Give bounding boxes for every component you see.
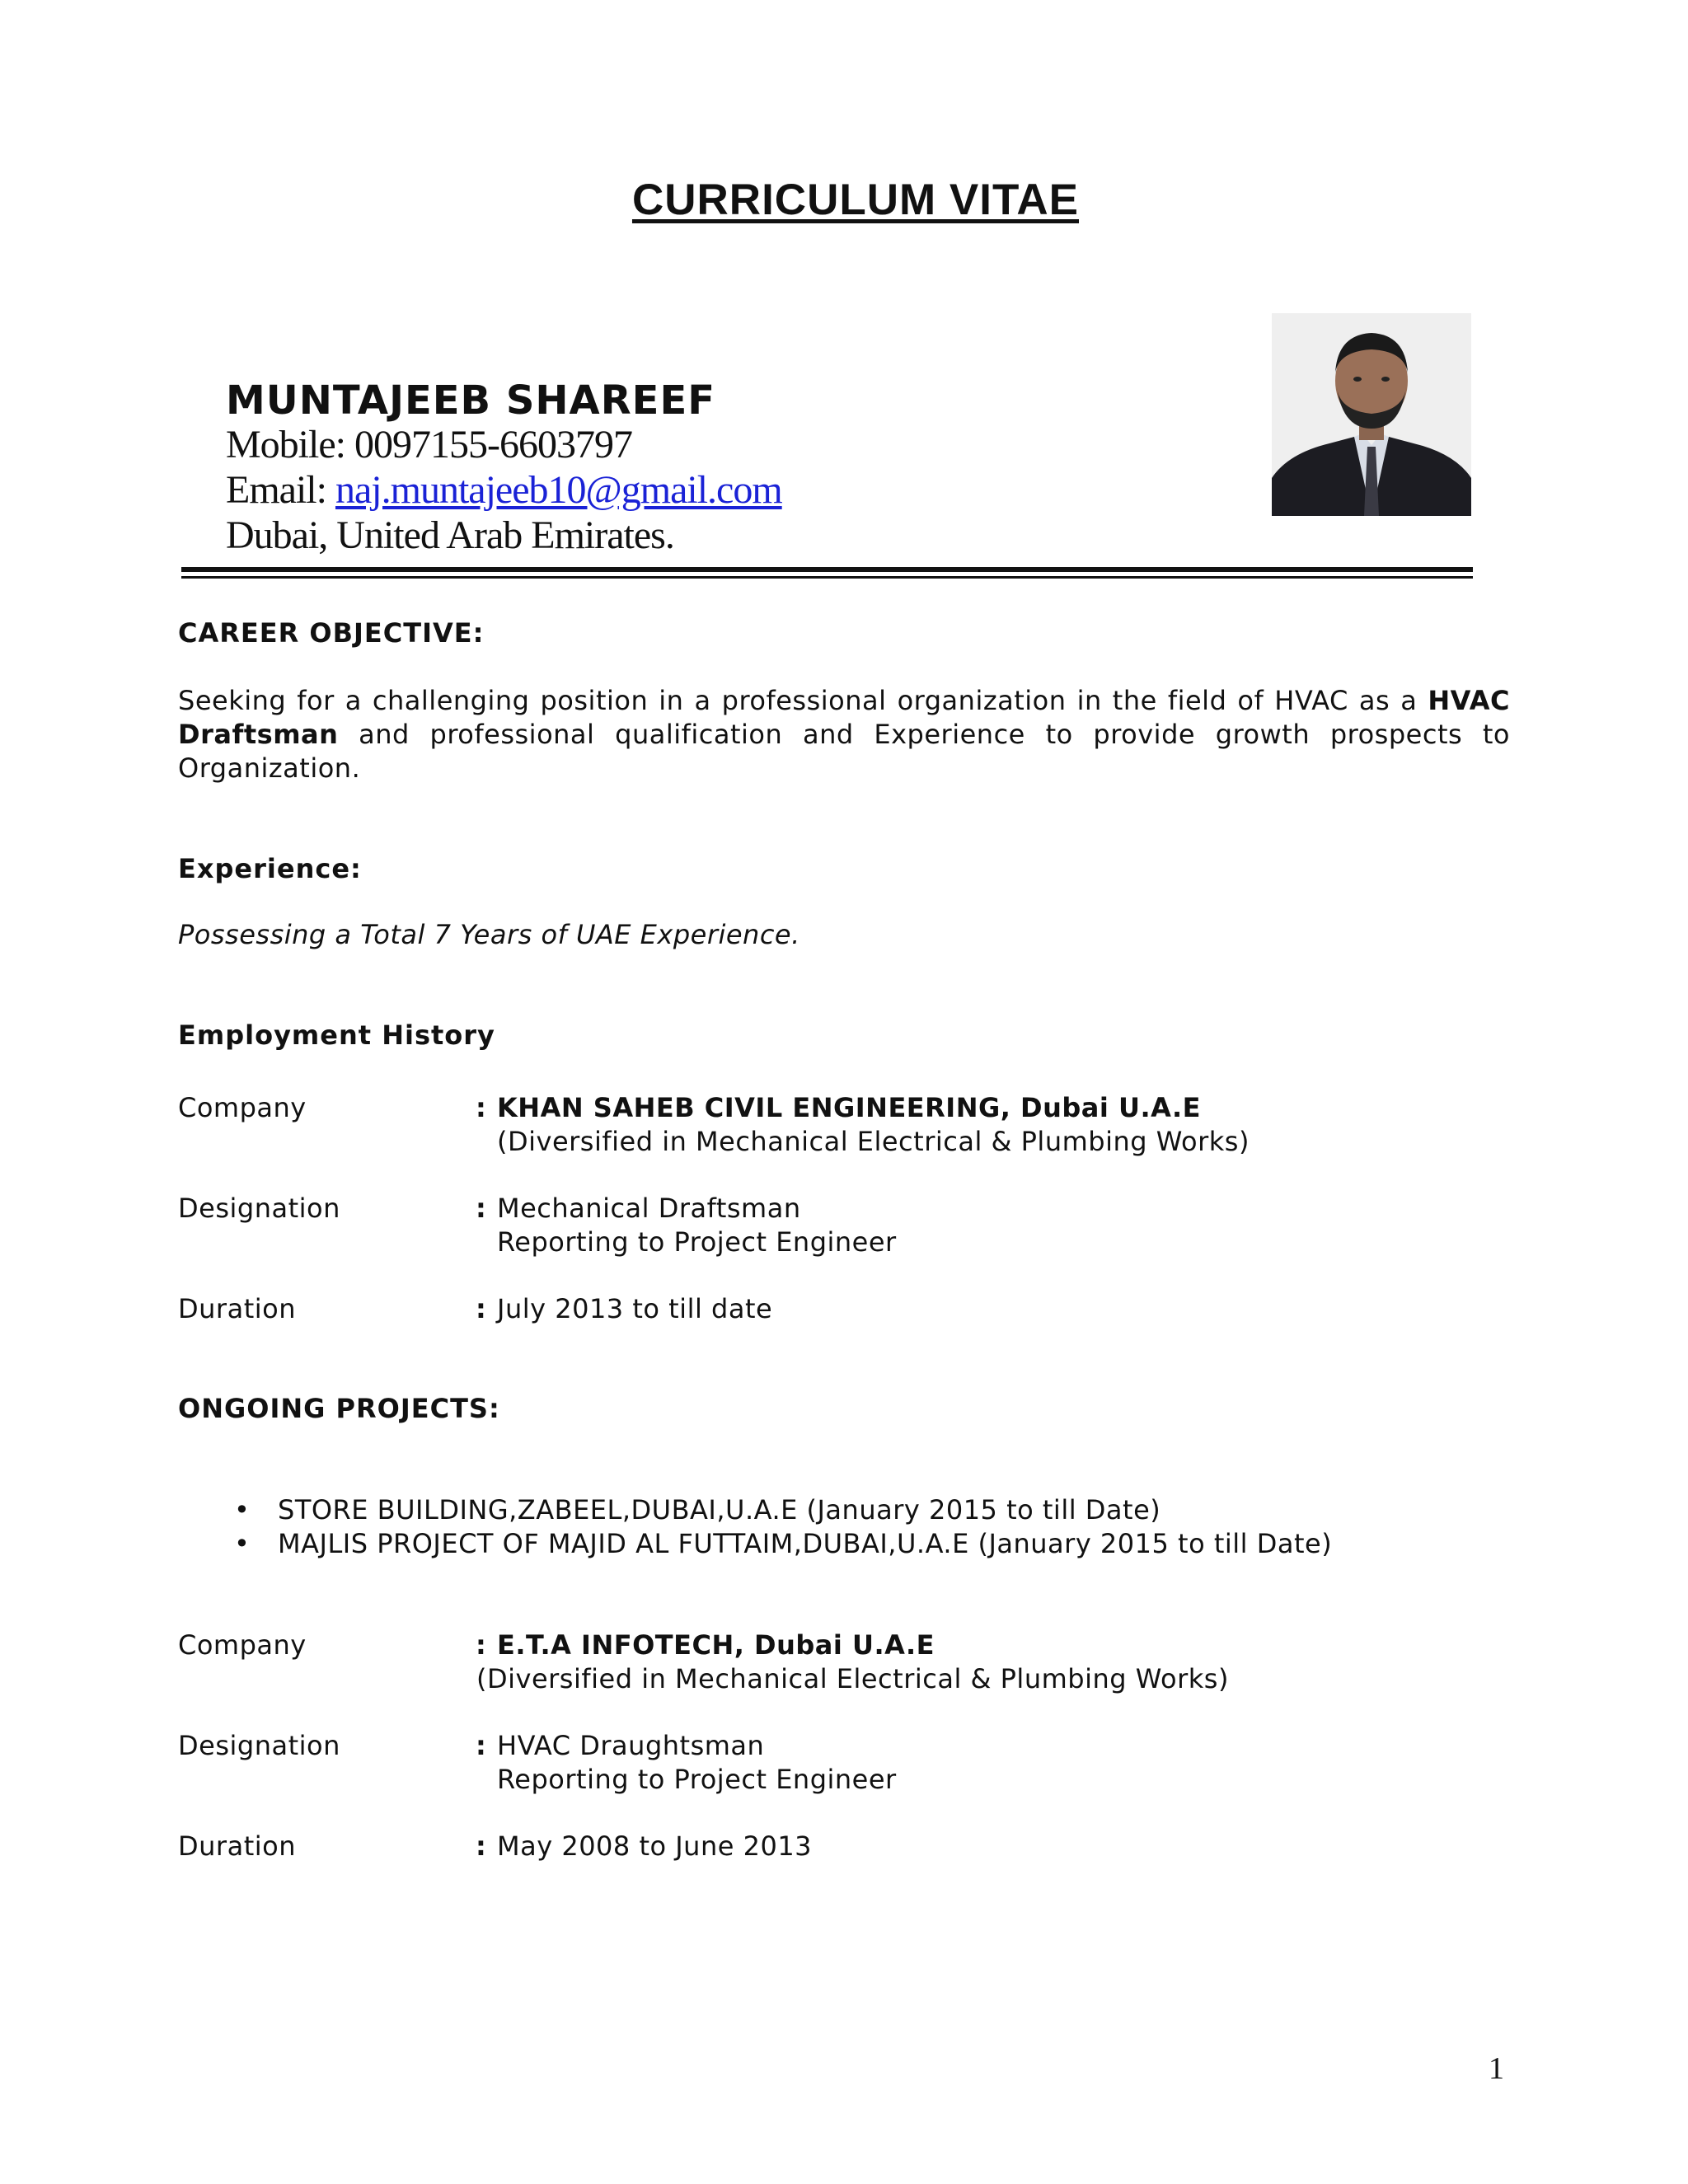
job1-designation-label: Designation bbox=[178, 1193, 340, 1224]
job2-company-colon: : bbox=[476, 1629, 486, 1661]
mobile-number: Mobile: 0097155-6603797 bbox=[226, 423, 632, 466]
project-bullet: • bbox=[234, 1528, 250, 1559]
job2-designation: HVAC Draughtsman bbox=[497, 1730, 765, 1761]
job1-reporting: Reporting to Project Engineer bbox=[497, 1226, 897, 1258]
job2-reporting: Reporting to Project Engineer bbox=[497, 1764, 897, 1795]
page-title: CURRICULUM VITAE bbox=[631, 176, 1080, 224]
job1-duration-label: Duration bbox=[178, 1293, 296, 1324]
project-bullet: • bbox=[234, 1494, 250, 1526]
project-item: STORE BUILDING,ZABEEL,DUBAI,U.A.E (January 2015 to till Date) bbox=[278, 1494, 1161, 1526]
job1-company: KHAN SAHEB CIVIL ENGINEERING, Dubai U.A.E bbox=[497, 1092, 1202, 1123]
profile-photo-image bbox=[1272, 313, 1471, 516]
header-divider bbox=[181, 567, 1473, 572]
email-link[interactable]: naj.muntajeeb10@gmail.com bbox=[335, 468, 782, 512]
job1-duration-colon: : bbox=[476, 1293, 486, 1324]
location: Dubai, United Arab Emirates. bbox=[226, 513, 674, 557]
job2-company: E.T.A INFOTECH, Dubai U.A.E bbox=[497, 1629, 935, 1661]
email-label: Email: bbox=[226, 468, 335, 512]
candidate-name: MUNTAJEEB SHAREEF bbox=[226, 377, 716, 424]
job1-company-note: (Diversified in Mechanical Electrical & Plumbing Works) bbox=[497, 1126, 1250, 1157]
header-divider-thin bbox=[181, 576, 1473, 579]
career-objective-heading: CAREER OBJECTIVE: bbox=[178, 617, 485, 649]
job1-company-colon: : bbox=[476, 1092, 486, 1123]
job2-company-note: (Diversified in Mechanical Electrical & Plumbing Works) bbox=[476, 1663, 1229, 1694]
job1-company-label: Company bbox=[178, 1092, 307, 1123]
job2-designation-colon: : bbox=[476, 1730, 486, 1761]
page-number: 1 bbox=[1489, 2051, 1504, 2086]
job1-duration: July 2013 to till date bbox=[497, 1293, 773, 1324]
job1-designation-colon: : bbox=[476, 1193, 486, 1224]
profile-photo bbox=[1272, 313, 1471, 516]
experience-heading: Experience: bbox=[178, 853, 362, 884]
employment-history-heading: Employment History bbox=[178, 1019, 495, 1051]
job2-duration-colon: : bbox=[476, 1830, 486, 1862]
job2-duration: May 2008 to June 2013 bbox=[497, 1830, 813, 1862]
career-objective-text: Seeking for a challenging position in a professional organization in the field of HVAC as a HVAC Draftsman and professional qualification and Experience to provide growth prospects to Organization. bbox=[178, 685, 1510, 784]
job2-company-label: Company bbox=[178, 1629, 307, 1661]
job1-designation: Mechanical Draftsman bbox=[497, 1193, 801, 1224]
project-item: MAJLIS PROJECT OF MAJID AL FUTTAIM,DUBAI,U.A.E (January 2015 to till Date) bbox=[278, 1528, 1333, 1559]
experience-summary: Possessing a Total 7 Years of UAE Experience. bbox=[178, 919, 800, 950]
job2-designation-label: Designation bbox=[178, 1730, 340, 1761]
job2-duration-label: Duration bbox=[178, 1830, 296, 1862]
ongoing-projects-heading: ONGOING PROJECTS: bbox=[178, 1393, 500, 1424]
email-line bbox=[226, 467, 782, 513]
